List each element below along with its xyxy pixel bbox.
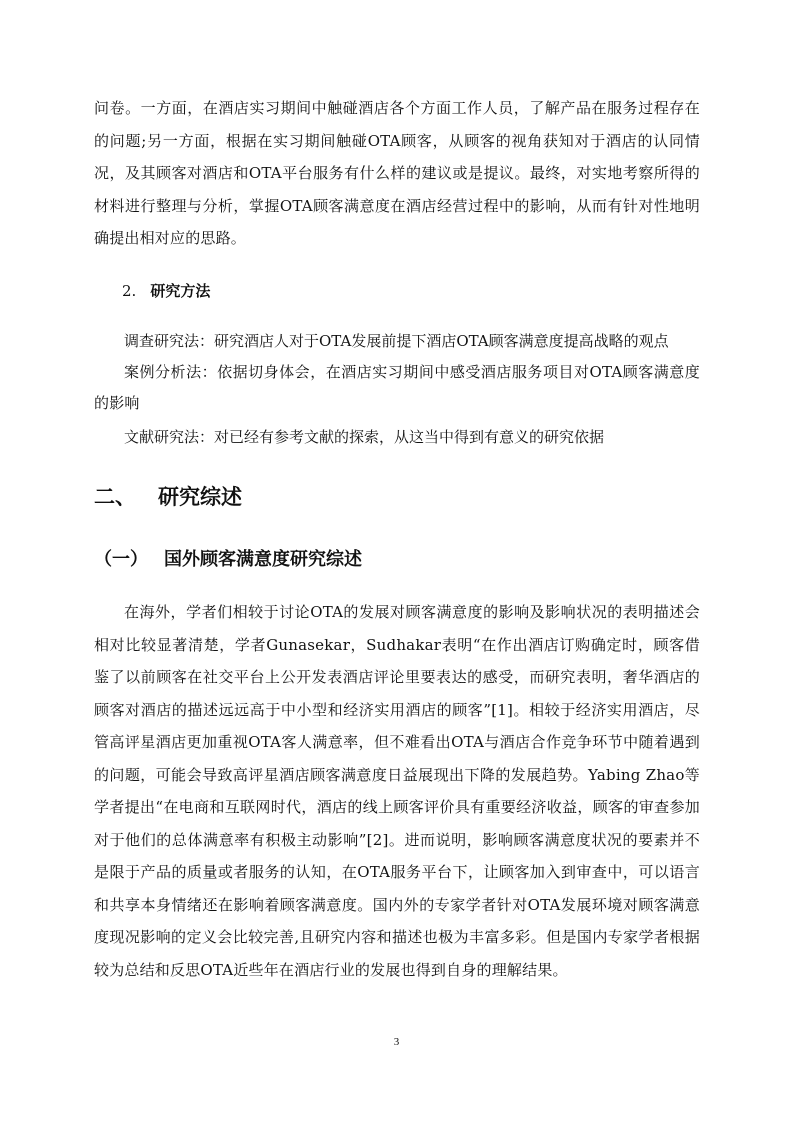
method-survey: 调查研究法：研究酒店人对于OTA发展前提下酒店OTA顾客满意度提高战略的观点 — [124, 332, 669, 350]
subsection-title: 国外顾客满意度研究综述 — [164, 549, 362, 570]
body-paragraph: 在海外，学者们相较于讨论OTA的发展对顾客满意度的影响及影响状况的表明描述会相对比较显著清楚，学者Gunasekar，Sudhakar表明“在作出酒店订购确定时，顾客借鉴了以前顾客在社交平台上公开发表酒店评论里要表达的感受，而研究表明，奢华酒店的顾客对酒店的描述远远高于中小型和经济实用酒店的顾客”[1]。相较于经济实用酒店，尽管高评星酒店更加重视OTA客人满意率，但不难看出OTA与酒店合作竞争环节中随着遇到的问题，可能会导致高评星酒店顾客满意度日益展现出下降的发展趋势。Yabing Zhao等学者提出“在电商和互联网时代，酒店的线上顾客评价具有重要经济收益，顾客的审查参加对于他们的总体满意率有积极主动影响”[2]。进而说明，影响顾客满意度状况的要素并不是限于产品的质量或者服务的认知，在OTA服务平台下，让顾客加入到审查中，可以语言和共享本身情绪还在影响着顾客满意度。国内外的专家学者针对OTA发展环境对顾客满意度现况影响的定义会比较完善,且研究内容和描述也极为丰富多彩。但是国内专家学者根据较为总结和反思OTA近些年在酒店行业的发展也得到自身的理解结果。 — [94, 603, 700, 979]
section-heading-method — [122, 276, 210, 306]
method-literature: 文献研究法：对已经有参考文献的探索，从这当中得到有意义的研究依据 — [124, 428, 605, 446]
section-number: 2. — [122, 282, 137, 300]
page-number: 3 — [393, 1036, 400, 1048]
method-case-study: 案例分析法：依据切身体会，在酒店实习期间中感受酒店服务项目对OTA顾客满意度的影响 — [94, 363, 700, 412]
chapter-heading — [94, 480, 242, 514]
section-title: 研究方法 — [150, 282, 211, 300]
chapter-title: 研究综述 — [158, 485, 242, 509]
chapter-number: 二、 — [94, 485, 136, 509]
subsection-heading — [94, 544, 362, 576]
subsection-number: （一） — [94, 549, 148, 570]
intro-paragraph: 问卷。一方面，在酒店实习期间中触碰酒店各个方面工作人员，了解产品在服务过程存在的问题;另一方面，根据在实习期间触碰OTA顾客，从顾客的视角获知对于酒店的认同情况，及其顾客对酒店和OTA平台服务有什么样的建议或是提议。最终，对实地考察所得的材料进行整理与分析，掌握OTA顾客满意度在酒店经营过程中的影响，从而有针对性地明确提出相对应的思路。 — [94, 99, 700, 247]
